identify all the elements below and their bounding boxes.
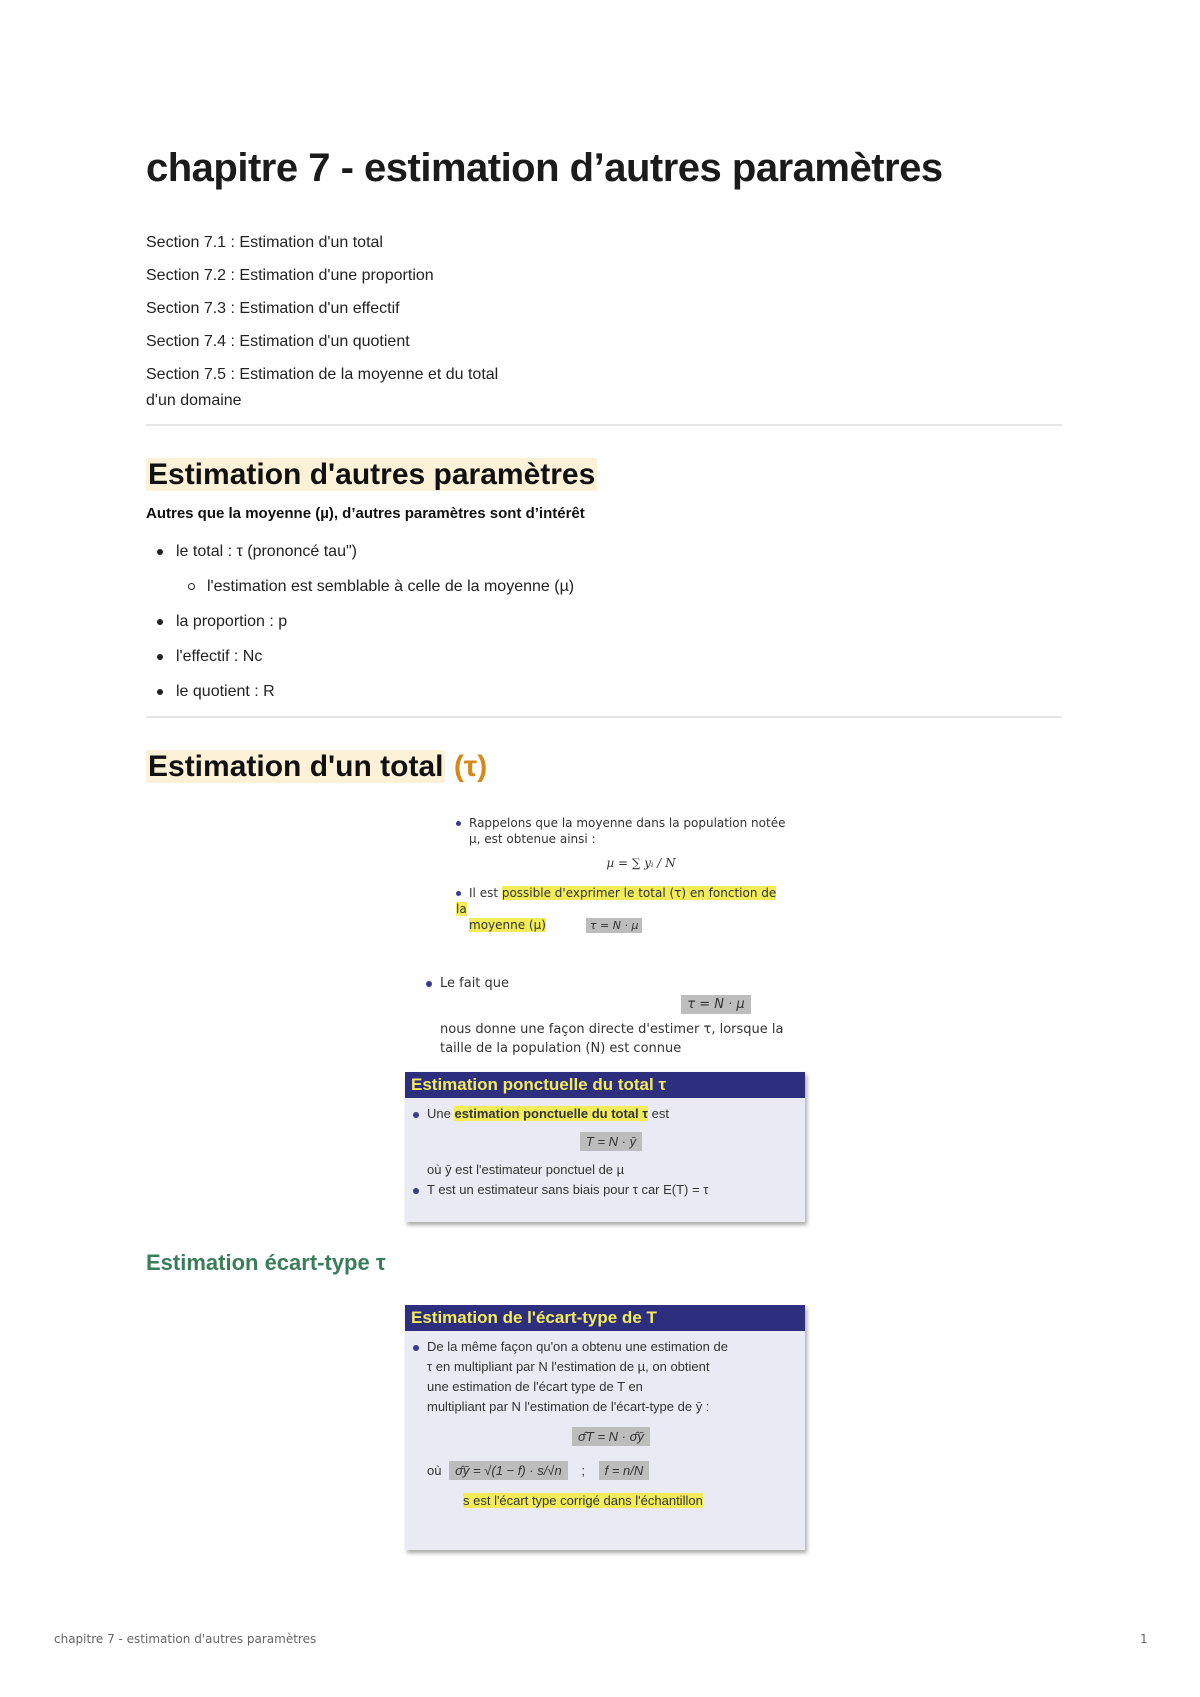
list-item: l'effectif : Nc: [146, 646, 574, 681]
slide-text: Le fait que: [440, 976, 510, 991]
parameter-list: [146, 541, 574, 716]
toc-item: Section 7.2 : Estimation d'une proportion: [146, 267, 434, 284]
tau-symbol: (τ): [453, 750, 488, 783]
slide-text: taille de la population (N) est connue: [440, 1041, 682, 1056]
slide-block-ponctuelle: [405, 1072, 805, 1222]
slide-formula: µ = ∑ yᵢ / N: [606, 856, 676, 870]
slide-boxed-formula: τ = N · µ: [586, 918, 643, 933]
slide-text: T est un estimateur sans biais pour τ car E(T) = τ: [427, 1182, 709, 1197]
page-title: chapitre 7 - estimation d’autres paramètres: [146, 146, 943, 190]
toc-item: Section 7.3 : Estimation d'un effectif: [146, 300, 400, 317]
slide-image-fait: [426, 974, 946, 1058]
toc-item: Section 7.1 : Estimation d'un total: [146, 234, 383, 251]
slide-text: nous donne une façon directe d'estimer τ, lorsque la: [440, 1022, 784, 1037]
section-heading-text: Estimation d'un total: [148, 750, 444, 783]
section-heading-text: Estimation d'autres paramètres: [148, 458, 596, 491]
footer-title: chapitre 7 - estimation d'autres paramètres: [54, 1632, 317, 1646]
slide-highlight: possible d'exprimer le total (τ) en fonction de la: [456, 886, 777, 916]
toc-item-continuation: d'un domaine: [146, 392, 242, 409]
bullet-icon: [456, 891, 461, 896]
slide-text: ;: [581, 1463, 585, 1478]
slide-text: τ en multipliant par N l'estimation de µ, on obtient: [427, 1359, 710, 1374]
slide-block-ecart-type: [405, 1305, 805, 1550]
list-item: le quotient : R: [146, 681, 574, 716]
divider: [146, 716, 1062, 718]
slide-highlight: s est l'écart type corrigé dans l'échantillon: [463, 1493, 703, 1508]
subheading-ecart-type: Estimation écart-type τ: [146, 1250, 386, 1275]
slide-block-body: [405, 1098, 805, 1206]
divider: [146, 424, 1062, 426]
list-item: le total : τ (prononcé tau"): [146, 541, 574, 576]
slide-text: Il est: [469, 886, 502, 900]
slide-boxed-formula: σ̂T = N · σ̂ȳ: [572, 1427, 650, 1446]
list-item: la proportion : p: [146, 611, 574, 646]
bullet-icon: [413, 1188, 419, 1194]
section-heading-autres: [146, 458, 597, 492]
slide-highlight: moyenne (µ): [469, 918, 546, 932]
table-of-contents: [146, 230, 566, 421]
slide-highlight: estimation ponctuelle du total τ: [454, 1106, 649, 1121]
slide-text: où ȳ est l'estimateur ponctuel de µ: [427, 1162, 625, 1177]
toc-item: Section 7.4 : Estimation d'un quotient: [146, 333, 410, 350]
slide-text: Une: [427, 1106, 455, 1121]
footer-page-number: 1: [1140, 1632, 1148, 1646]
slide-block-title: Estimation ponctuelle du total τ: [405, 1072, 805, 1098]
slide-boxed-formula: f = n/N: [599, 1461, 650, 1480]
slide-boxed-formula: σ̂ȳ = √(1 − f) · s/√n: [449, 1461, 568, 1480]
bullet-icon: [413, 1345, 419, 1351]
bullet-icon: [456, 821, 461, 826]
slide-boxed-formula: T = N · ȳ: [580, 1132, 642, 1151]
slide-boxed-formula: τ = N · µ: [681, 995, 750, 1014]
bullet-icon: [413, 1112, 419, 1118]
slide-text: une estimation de l'écart type de T en: [427, 1379, 643, 1394]
slide-text: où: [427, 1463, 442, 1478]
slide-image-rappel: [456, 815, 786, 934]
section-heading-total: [146, 750, 487, 784]
section-lead: Autres que la moyenne (µ), d’autres paramètres sont d’intérêt: [146, 505, 585, 522]
list-subitem: l'estimation est semblable à celle de la moyenne (µ): [146, 576, 574, 611]
slide-text: µ, est obtenue ainsi :: [469, 832, 596, 846]
slide-text: De la même façon qu'on a obtenu une estimation de: [427, 1339, 728, 1354]
slide-block-body: [405, 1331, 805, 1517]
slide-block-title: Estimation de l'écart-type de T: [405, 1305, 805, 1331]
toc-item: Section 7.5 : Estimation de la moyenne et du total: [146, 366, 499, 383]
slide-text: Rappelons que la moyenne dans la population notée: [469, 816, 786, 830]
slide-text: est: [648, 1106, 670, 1121]
bullet-icon: [426, 981, 432, 987]
slide-text: multipliant par N l'estimation de l'écart-type de ȳ :: [427, 1399, 710, 1414]
